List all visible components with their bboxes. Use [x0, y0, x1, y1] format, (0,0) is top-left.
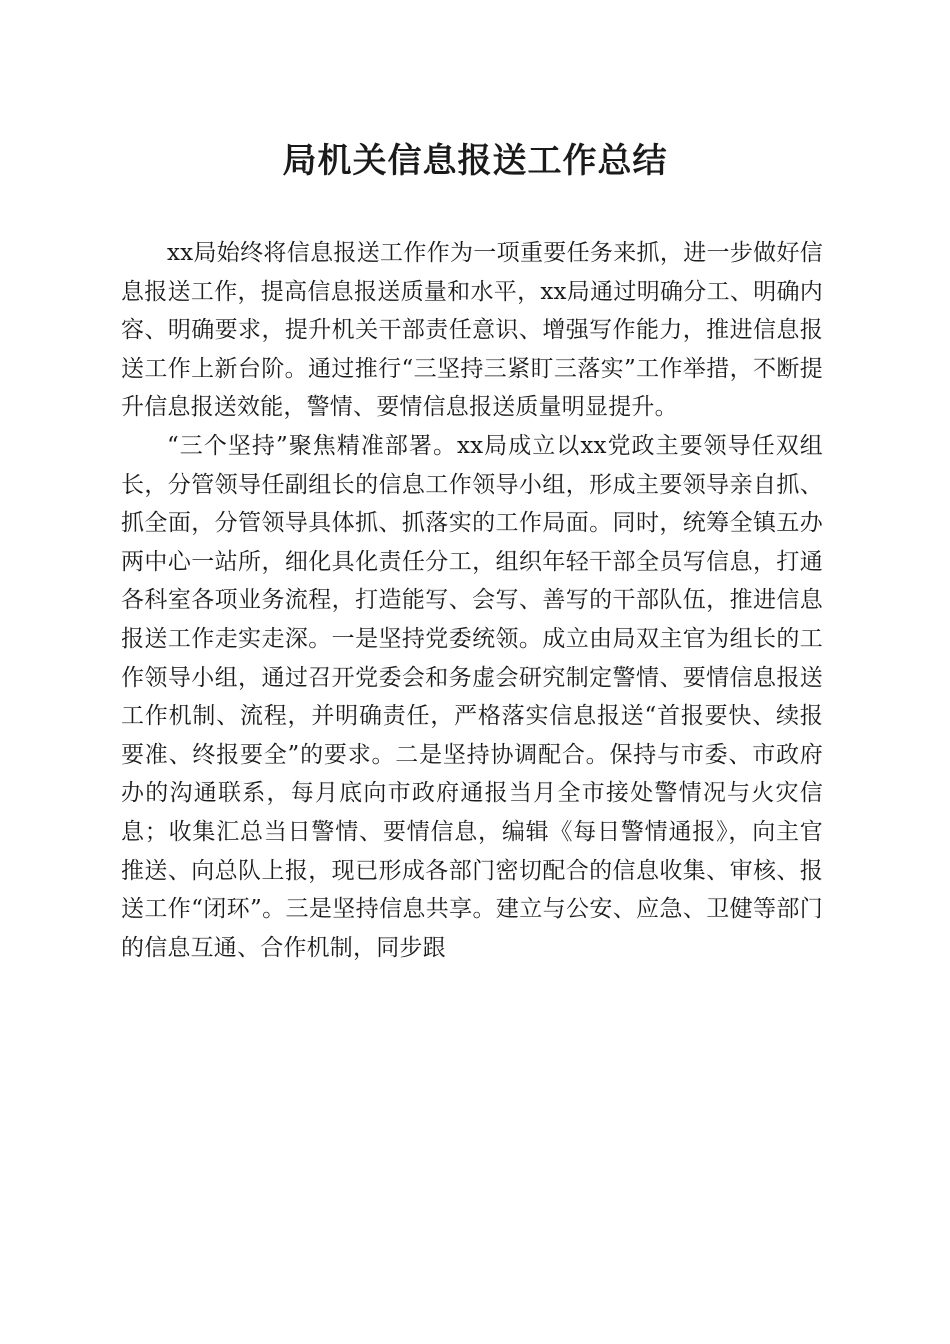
- paragraph-three-adherences: “三个坚持”聚焦精准部署。xx局成立以xx党政主要领导任双组长，分管领导任副组长的信息工作领导小组，形成主要领导亲自抓、抓全面，分管领导具体抓、抓落实的工作局面。同时，统筹全镇五办两中心一站所，细化具化责任分工，组织年轻干部全员写信息，打通各科室各项业务流程，打造能写、会写、善写的干部队伍，推进信息报送工作走实走深。一是坚持党委统领。成立由局双主官为组长的工作领导小组，通过召开党委会和务虚会研究制定警情、要情信息报送工作机制、流程，并明确责任，严格落实信息报送“首报要快、续报要准、终报要全”的要求。二是坚持协调配合。保持与市委、市政府办的沟通联系，每月底向市政府通报当月全市接处警情况与火灾信息；收集汇总当日警情、要情信息，编辑《每日警情通报》，向主官推送、向总队上报，现已形成各部门密切配合的信息收集、审核、报送工作“闭环”。三是坚持信息共享。建立与公安、应急、卫健等部门的信息互通、合作机制，同步跟: [121, 432, 823, 961]
- document-title: 局机关信息报送工作总结: [282, 141, 668, 181]
- paragraph-intro: xx局始终将信息报送工作作为一项重要任务来抓，进一步做好信息报送工作，提高信息报送质量和水平，xx局通过明确分工、明确内容、明确要求，提升机关干部责任意识、增强写作能力，推进信息报送工作上新台阶。通过推行“三坚持三紧盯三落实”工作举措，不断提升信息报送效能，警情、要情信息报送质量明显提升。: [121, 240, 823, 421]
- document-body: [121, 234, 823, 967]
